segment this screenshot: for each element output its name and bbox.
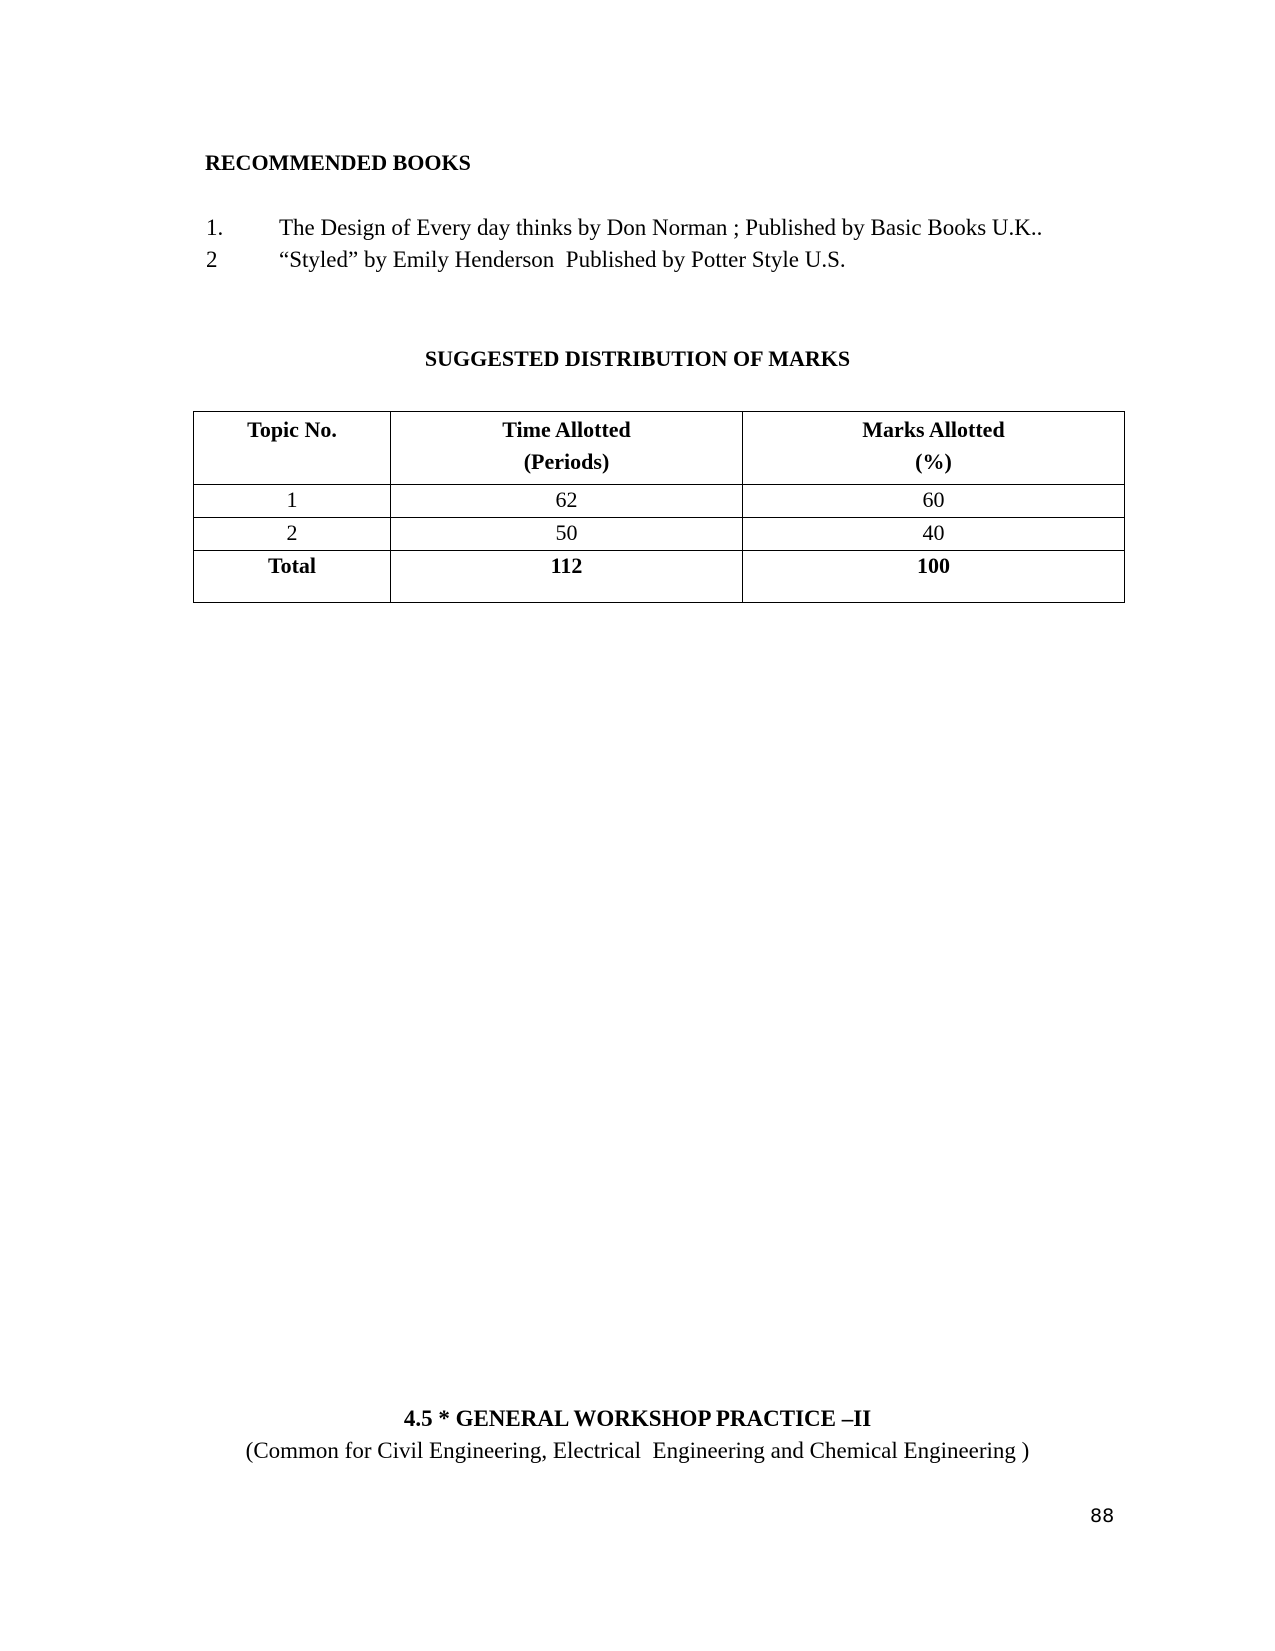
table-cell-topic: 1 [194, 485, 391, 518]
book-item-text: The Design of Every day thinks by Don Norman ; Published by Basic Books U.K.. [279, 215, 1043, 240]
table-row [194, 485, 1125, 518]
table-cell-topic: 2 [194, 518, 391, 551]
table-total-row [194, 551, 1125, 603]
next-section-title: 4.5 * GENERAL WORKSHOP PRACTICE –II [403, 1406, 872, 1431]
column-header-line: Time Allotted [502, 417, 631, 442]
table-cell-total-marks: 100 [743, 551, 1125, 603]
column-header-line: Topic No. [247, 417, 337, 442]
marks-distribution-table [193, 411, 1125, 603]
table-cell-total-label: Total [194, 551, 391, 603]
column-header-marks-allotted [743, 412, 1125, 485]
column-header-topic-no [194, 412, 391, 485]
table-cell-periods: 62 [391, 485, 743, 518]
table-header-row [194, 412, 1125, 485]
table-cell-total-periods: 112 [391, 551, 743, 603]
column-header-time-allotted [391, 412, 743, 485]
column-header-line: (%) [915, 449, 952, 474]
next-section-subtitle: (Common for Civil Engineering, Electrical Engineering and Chemical Engineering ) [245, 1438, 1030, 1463]
page-number: 88 [1090, 1505, 1115, 1527]
book-item-number: 1. [206, 215, 224, 240]
book-item-number: 2 [206, 247, 218, 272]
table-cell-marks: 60 [743, 485, 1125, 518]
column-header-line: (Periods) [523, 449, 610, 474]
table-row [194, 518, 1125, 551]
column-header-line: Marks Allotted [862, 417, 1005, 442]
book-item-text: “Styled” by Emily Henderson Published by Potter Style U.S. [279, 247, 846, 272]
table-cell-periods: 50 [391, 518, 743, 551]
recommended-books-heading: RECOMMENDED BOOKS [205, 150, 471, 175]
marks-distribution-title: SUGGESTED DISTRIBUTION OF MARKS [424, 346, 851, 371]
table-cell-marks: 40 [743, 518, 1125, 551]
